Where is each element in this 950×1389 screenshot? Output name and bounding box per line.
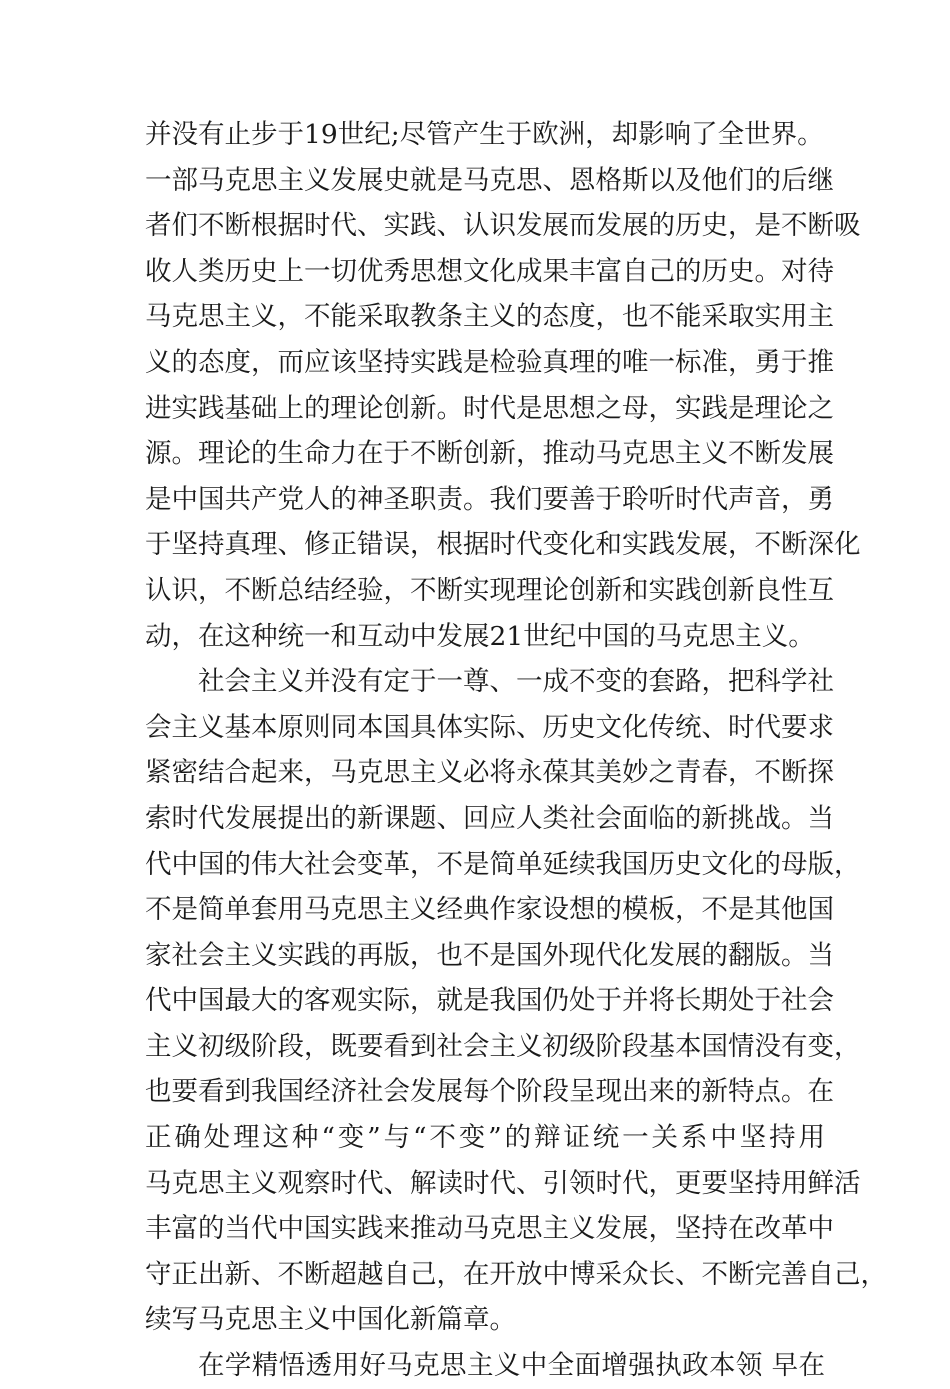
text-line: 社会主义并没有定于一尊、一成不变的套路，把科学社	[198, 666, 834, 698]
text-line: 不是简单套用马克思主义经典作家设想的模板，不是其他国	[145, 894, 834, 926]
text-line: 丰富的当代中国实践来推动马克思主义发展，坚持在改革中	[145, 1213, 834, 1245]
text-line: 会主义基本原则同本国具体实际、历史文化传统、时代要求	[145, 711, 834, 743]
text-line: 是中国共产党人的神圣职责。我们要善于聆听时代声音，勇	[145, 483, 834, 515]
text-line: 者们不断根据时代、实践、认识发展而发展的历史，是不断吸	[145, 210, 861, 242]
text-line: 并没有止步于19世纪;尽管产生于欧洲，却影响了全世界。	[145, 119, 824, 150]
text-line: 认识，不断总结经验，不断实现理论创新和实践创新良性互	[145, 574, 834, 606]
document-body-text	[145, 112, 887, 1389]
text-line: 一部马克思主义发展史就是马克思、恩格斯以及他们的后继	[145, 164, 834, 196]
text-line: 也要看到我国经济社会发展每个阶段呈现出来的新特点。在	[145, 1076, 834, 1108]
text-line: 索时代发展提出的新课题、回应人类社会面临的新挑战。当	[145, 802, 834, 834]
text-line: 收人类历史上一切优秀思想文化成果丰富自己的历史。对待	[145, 255, 834, 287]
text-line: 正确处理这种“变”与“不变”的辩证统一关系中坚持用	[145, 1122, 825, 1154]
text-line: 源。理论的生命力在于不断创新，推动马克思主义不断发展	[145, 438, 834, 470]
text-line: 马克思主义，不能采取教条主义的态度，也不能采取实用主	[145, 301, 834, 333]
text-line: 代中国的伟大社会变革，不是简单延续我国历史文化的母版，	[145, 848, 861, 880]
text-line: 在学精悟透用好马克思主义中全面增强执政本领 早在	[198, 1350, 825, 1382]
text-line: 动，在这种统一和互动中发展21世纪中国的马克思主义。	[145, 620, 815, 652]
text-line: 进实践基础上的理论创新。时代是思想之母，实践是理论之	[145, 392, 834, 424]
text-line: 守正出新、不断超越自己，在开放中博采众长、不断完善自己，	[145, 1258, 887, 1290]
text-line: 马克思主义观察时代、解读时代、引领时代，更要坚持用鲜活	[145, 1167, 861, 1199]
text-line: 于坚持真理、修正错误，根据时代变化和实践发展，不断深化	[145, 529, 861, 561]
text-line: 续写马克思主义中国化新篇章。	[145, 1304, 516, 1336]
text-line: 义的态度，而应该坚持实践是检验真理的唯一标准，勇于推	[145, 346, 834, 378]
text-line: 紧密结合起来，马克思主义必将永葆其美妙之青春，不断探	[145, 757, 834, 789]
text-line: 家社会主义实践的再版，也不是国外现代化发展的翻版。当	[145, 939, 834, 971]
text-line: 主义初级阶段，既要看到社会主义初级阶段基本国情没有变，	[145, 1030, 861, 1062]
text-line: 代中国最大的客观实际，就是我国仍处于并将长期处于社会	[145, 985, 834, 1017]
